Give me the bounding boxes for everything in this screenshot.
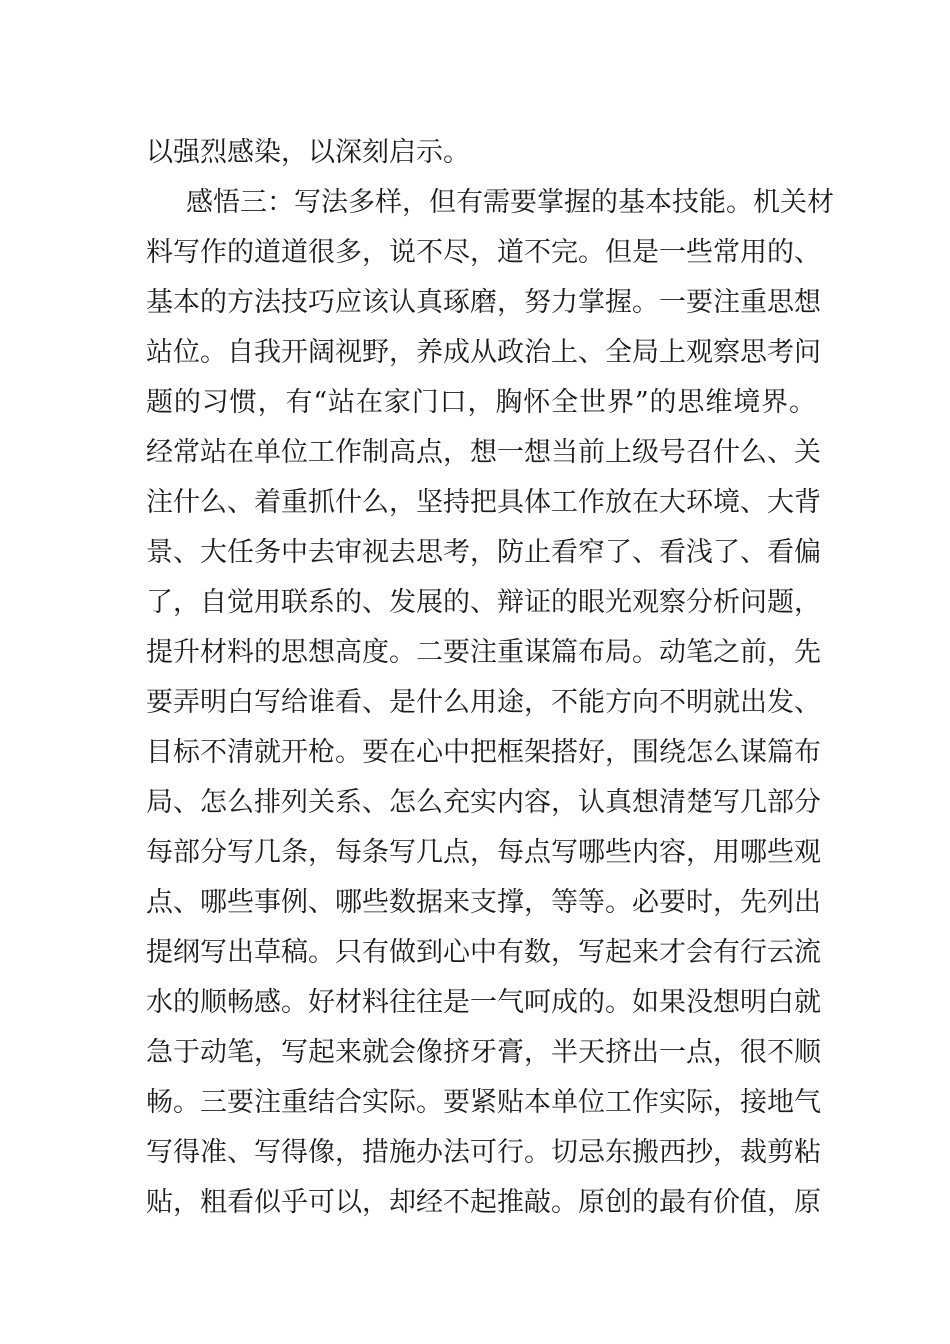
body-text xyxy=(146,128,834,1228)
text-line: 点、哪些事例、哪些数据来支撑，等等。必要时，先列出 xyxy=(146,887,821,918)
text-line: 经常站在单位工作制高点，想一想当前上级号召什么、关 xyxy=(146,437,821,468)
text-line: 料写作的道道很多，说不尽，道不完。但是一些常用的、 xyxy=(146,237,821,268)
text-line: 题的习惯，有“站在家门口，胸怀全世界”的思维境界。 xyxy=(146,387,816,418)
text-line: 畅。三要注重结合实际。要紧贴本单位工作实际，接地气 xyxy=(146,1087,821,1118)
text-line: 目标不清就开枪。要在心中把框架搭好，围绕怎么谋篇布 xyxy=(146,737,821,768)
text-line: 景、大任务中去审视去思考，防止看窄了、看浅了、看偏 xyxy=(146,537,821,568)
text-line: 提纲写出草稿。只有做到心中有数，写起来才会有行云流 xyxy=(146,937,821,968)
text-line: 急于动笔，写起来就会像挤牙膏，半天挤出一点，很不顺 xyxy=(146,1037,821,1068)
paragraph-start-line: 感悟三：写法多样，但有需要掌握的基本技能。机关材 xyxy=(186,187,834,218)
text-line: 了，自觉用联系的、发展的、辩证的眼光观察分析问题， xyxy=(146,587,821,618)
text-line: 基本的方法技巧应该认真琢磨，努力掌握。一要注重思想 xyxy=(146,287,821,318)
text-line: 以强烈感染，以深刻启示。 xyxy=(146,137,470,168)
text-line: 提升材料的思想高度。二要注重谋篇布局。动笔之前，先 xyxy=(146,637,821,668)
text-line: 站位。自我开阔视野，养成从政治上、全局上观察思考问 xyxy=(146,337,821,368)
text-line: 注什么、着重抓什么，坚持把具体工作放在大环境、大背 xyxy=(146,487,821,518)
text-line: 每部分写几条，每条写几点，每点写哪些内容，用哪些观 xyxy=(146,837,821,868)
text-line: 要弄明白写给谁看、是什么用途，不能方向不明就出发、 xyxy=(146,687,821,718)
text-line: 局、怎么排列关系、怎么充实内容，认真想清楚写几部分 xyxy=(146,787,821,818)
text-line: 水的顺畅感。好材料往往是一气呵成的。如果没想明白就 xyxy=(146,987,821,1018)
text-line: 贴，粗看似乎可以，却经不起推敲。原创的最有价值，原 xyxy=(146,1187,821,1218)
text-line: 写得准、写得像，措施办法可行。切忌东搬西抄，裁剪粘 xyxy=(146,1137,821,1168)
